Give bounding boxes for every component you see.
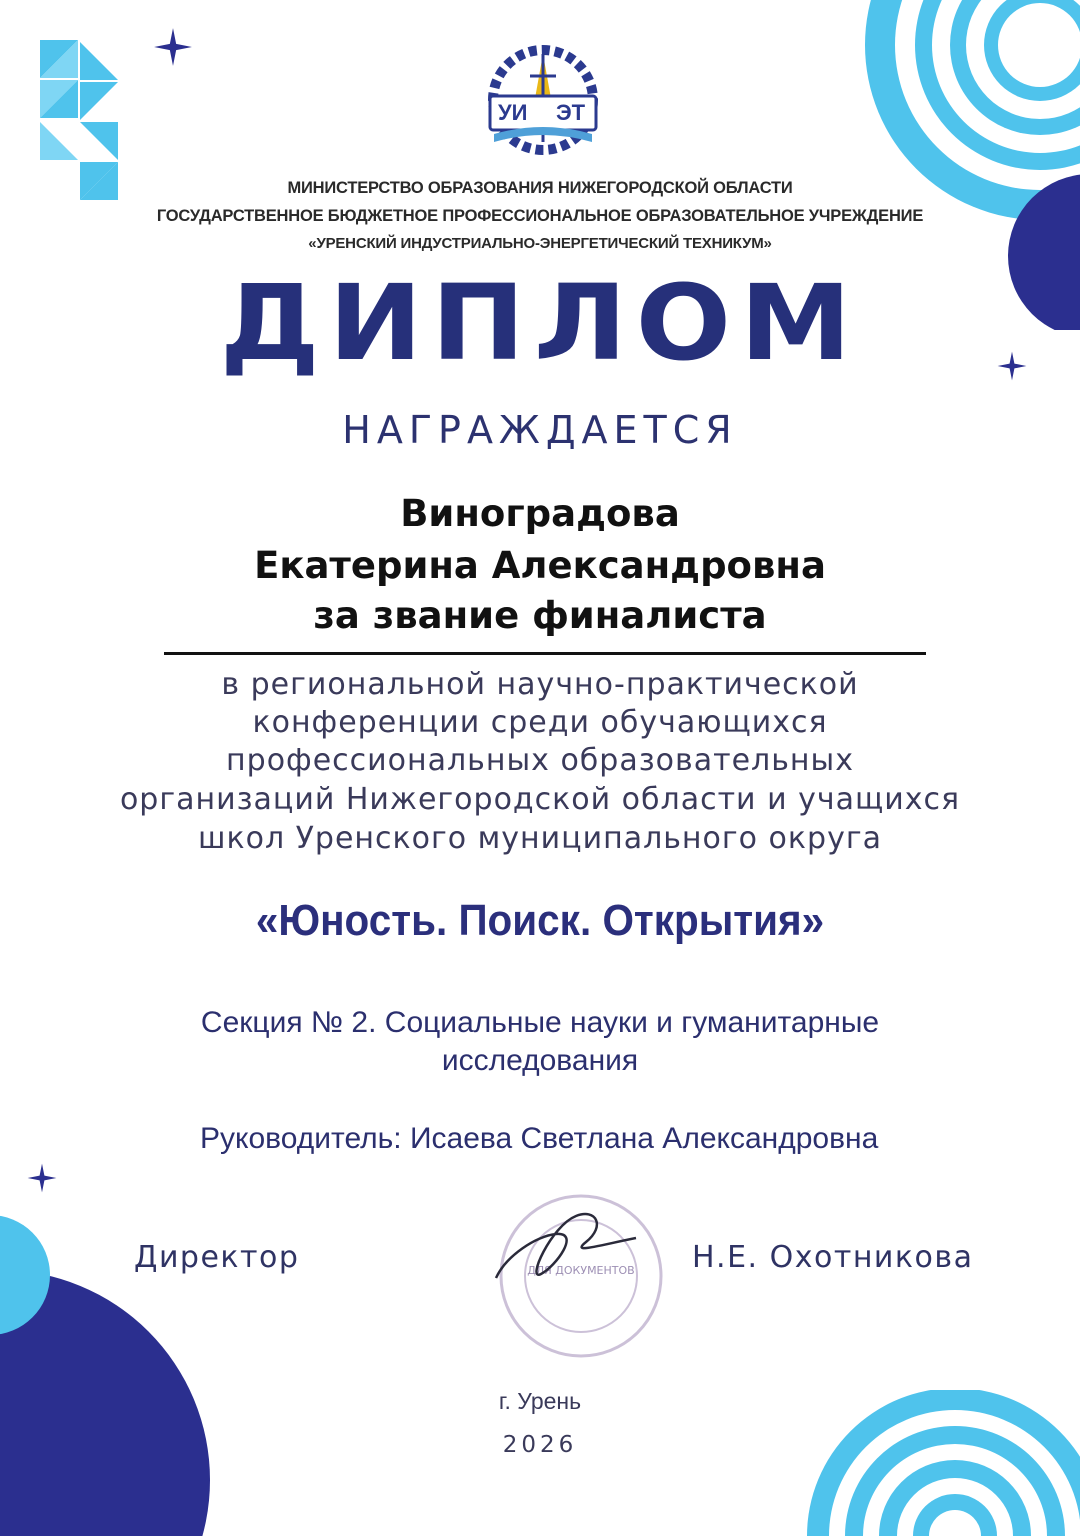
contest-name: «Юность. Поиск. Открытия» (255, 896, 825, 945)
divider-line (164, 652, 926, 655)
city: г. Урень (498, 1388, 582, 1414)
diploma-title: ДИПЛОМ (219, 262, 861, 384)
description-line: школ Уренского муниципального округа (198, 821, 882, 856)
ministry-line: МИНИСТЕРСТВО ОБРАЗОВАНИЯ НИЖЕГОРОДСКОЙ ОБЛАСТИ (287, 179, 793, 197)
sparkle-icon (152, 26, 194, 68)
logo-letters-right: ЭТ (556, 100, 586, 125)
sparkle-icon (26, 1162, 58, 1194)
director-name: Н.Е. Охотникова (692, 1240, 974, 1275)
awarded-label: НАГРАЖДАЕТСЯ (342, 408, 738, 452)
logo-letters-left: УИ (498, 100, 528, 125)
year: 2026 (502, 1432, 578, 1458)
description-line: конференции среди обучающихся (252, 705, 828, 740)
recipient-surname: Виноградова (400, 492, 680, 535)
institution-name-line: «УРЕНСКИЙ ИНДУСТРИАЛЬНО-ЭНЕРГЕТИЧЕСКИЙ ТЕХНИКУМ» (308, 235, 772, 252)
description-line: в региональной научно-практической (221, 667, 859, 702)
director-role: Директор (134, 1240, 300, 1275)
award-reason: за звание финалиста (313, 594, 767, 637)
section-line: исследования (441, 1044, 639, 1077)
official-stamp (486, 1186, 666, 1366)
college-logo (480, 42, 606, 160)
description-line: профессиональных образовательных (226, 743, 854, 778)
description-line: организаций Нижегородской области и учащихся (119, 782, 961, 817)
section-line: Секция № 2. Социальные науки и гуманитарные (200, 1006, 880, 1039)
institution-type-line: ГОСУДАРСТВЕННОЕ БЮДЖЕТНОЕ ПРОФЕССИОНАЛЬНОЕ ОБРАЗОВАТЕЛЬНОЕ УЧРЕЖДЕНИЕ (156, 207, 924, 225)
recipient-given-names: Екатерина Александровна (254, 544, 826, 587)
stamp-text: ДЛЯ ДОКУМЕНТОВ (527, 1264, 635, 1277)
supervisor-line: Руководитель: Исаева Светлана Александровна (200, 1122, 879, 1155)
